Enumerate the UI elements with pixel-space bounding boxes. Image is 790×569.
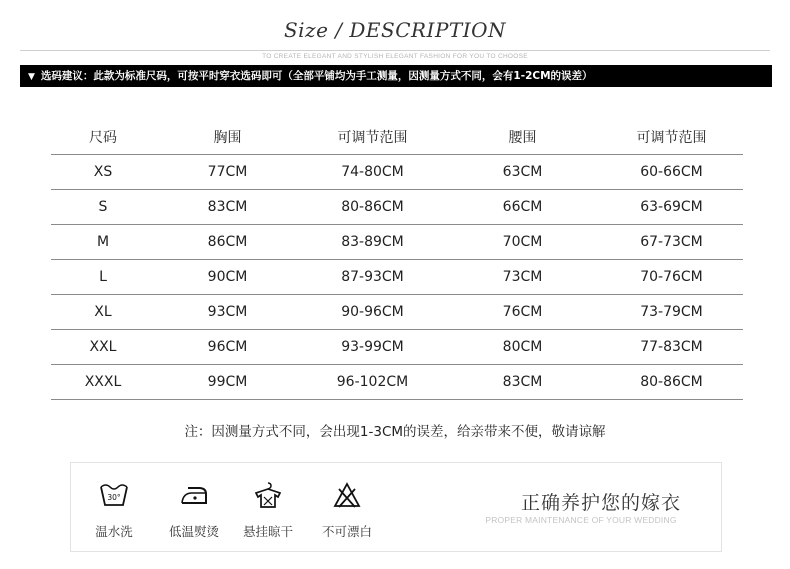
measurement-footnote: 注：因测量方式不同，会出现1-3CM的误差，给亲带来不便，敬请谅解 bbox=[184, 424, 606, 440]
table-cell: 83CM bbox=[445, 365, 600, 400]
header-waist: 腰围 bbox=[445, 120, 600, 155]
table-cell: 60-66CM bbox=[600, 155, 743, 190]
header-subtitle-wrap bbox=[0, 43, 790, 62]
table-cell: 73CM bbox=[445, 260, 600, 295]
table-cell: L bbox=[51, 260, 155, 295]
table-cell: 83-89CM bbox=[300, 225, 445, 260]
table-cell: 66CM bbox=[445, 190, 600, 225]
table-cell: XXL bbox=[51, 330, 155, 365]
table-cell: 96CM bbox=[155, 330, 300, 365]
table-cell: 87-93CM bbox=[300, 260, 445, 295]
table-row bbox=[51, 155, 743, 190]
wash-30-icon bbox=[98, 481, 130, 509]
header-subtitle: TO CREATE ELEGANT AND STYLISH ELEGANT FASHION FOR YOU TO CHOOSE bbox=[256, 53, 534, 60]
table-cell: 90-96CM bbox=[300, 295, 445, 330]
table-cell: XL bbox=[51, 295, 155, 330]
table-cell: 99CM bbox=[155, 365, 300, 400]
table-cell: XXXL bbox=[51, 365, 155, 400]
table-cell: 73-79CM bbox=[600, 295, 743, 330]
table-cell: 70CM bbox=[445, 225, 600, 260]
table-cell: 77-83CM bbox=[600, 330, 743, 365]
header-size: 尺码 bbox=[51, 120, 155, 155]
header-waist-range: 可调节范围 bbox=[600, 120, 743, 155]
no-bleach-icon bbox=[331, 481, 363, 509]
table-cell: 63CM bbox=[445, 155, 600, 190]
table-cell: 93CM bbox=[155, 295, 300, 330]
table-cell: 76CM bbox=[445, 295, 600, 330]
header-bust: 胸围 bbox=[155, 120, 300, 155]
page-title: Size / DESCRIPTION bbox=[283, 18, 507, 42]
table-row bbox=[51, 260, 743, 295]
care-instructions-panel bbox=[70, 462, 722, 552]
table-cell: 80-86CM bbox=[600, 365, 743, 400]
table-header-row bbox=[51, 120, 743, 155]
table-cell: 70-76CM bbox=[600, 260, 743, 295]
care-title: 正确养护您的嫁衣 bbox=[520, 492, 681, 514]
table-cell: 93-99CM bbox=[300, 330, 445, 365]
table-row bbox=[51, 330, 743, 365]
table-cell: M bbox=[51, 225, 155, 260]
size-advice-banner bbox=[20, 65, 772, 87]
table-cell: 67-73CM bbox=[600, 225, 743, 260]
wash-temp-text: 30° bbox=[107, 493, 121, 502]
table-row bbox=[51, 190, 743, 225]
table-row bbox=[51, 295, 743, 330]
table-cell: XS bbox=[51, 155, 155, 190]
table-cell: 80-86CM bbox=[300, 190, 445, 225]
header-bust-range: 可调节范围 bbox=[300, 120, 445, 155]
table-cell: 90CM bbox=[155, 260, 300, 295]
hang-dry-icon bbox=[252, 481, 284, 509]
care-label-wash: 温水洗 bbox=[95, 524, 133, 539]
size-table bbox=[51, 120, 743, 400]
down-triangle-icon: ▼ bbox=[28, 72, 35, 82]
table-row bbox=[51, 365, 743, 400]
table-cell: S bbox=[51, 190, 155, 225]
care-label-hang-dry: 悬挂晾干 bbox=[242, 524, 293, 539]
table-cell: 80CM bbox=[445, 330, 600, 365]
table-cell: 74-80CM bbox=[300, 155, 445, 190]
care-subtitle: PROPER MAINTENANCE OF YOUR WEDDING bbox=[485, 515, 677, 525]
table-cell: 86CM bbox=[155, 225, 300, 260]
table-cell: 83CM bbox=[155, 190, 300, 225]
table-cell: 63-69CM bbox=[600, 190, 743, 225]
care-label-iron: 低温熨烫 bbox=[168, 524, 219, 539]
table-cell: 96-102CM bbox=[300, 365, 445, 400]
table-row bbox=[51, 225, 743, 260]
iron-low-icon bbox=[178, 481, 210, 509]
table-cell: 77CM bbox=[155, 155, 300, 190]
care-label-no-bleach: 不可漂白 bbox=[321, 524, 372, 539]
size-advice-text: 选码建议：此款为标准尺码，可按平时穿衣选码即可（全部平铺均为手工测量，因测量方式不同，会有1-2CM的误差） bbox=[40, 70, 593, 82]
